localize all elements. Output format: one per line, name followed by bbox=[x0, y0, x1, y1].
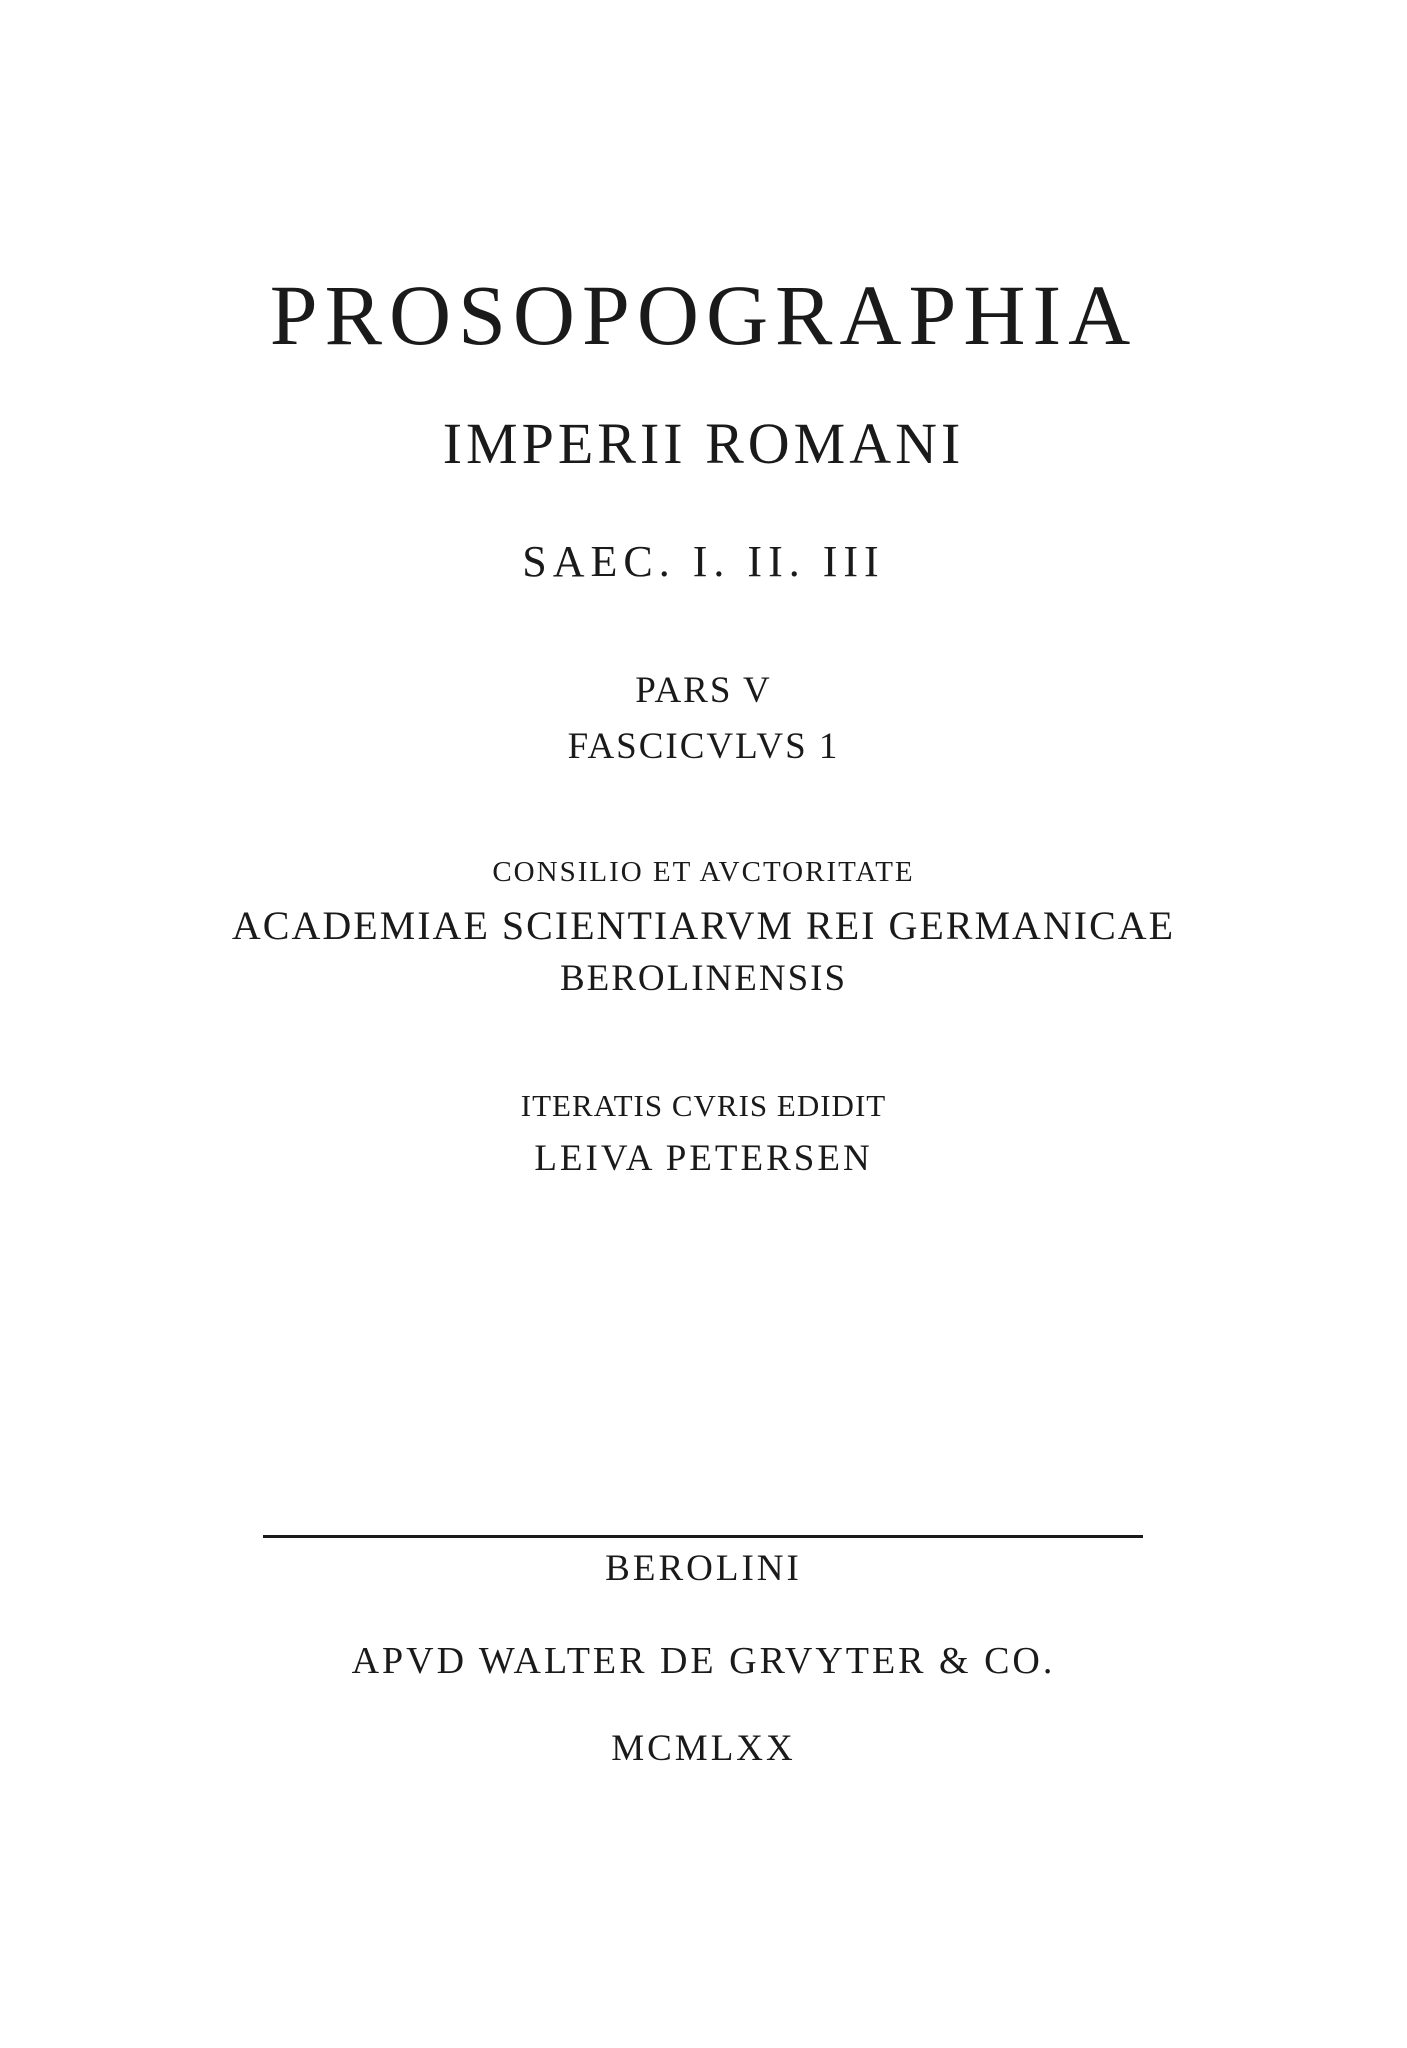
fascicle-number: FASCICVLVS 1 bbox=[567, 726, 840, 767]
century-range: SAEC. I. II. III bbox=[522, 537, 885, 586]
imprint-year: MCMLXX bbox=[611, 1728, 796, 1769]
part-number: PARS V bbox=[635, 670, 772, 711]
authority-line: CONSILIO ET AVCTORITATE bbox=[492, 856, 915, 888]
editor-name: LEIVA PETERSEN bbox=[534, 1138, 873, 1179]
imprint-publisher: APVD WALTER DE GRVYTER & CO. bbox=[351, 1640, 1056, 1682]
academy-city: BEROLINENSIS bbox=[559, 958, 848, 999]
editor-intro: ITERATIS CVRIS EDIDIT bbox=[520, 1088, 887, 1123]
imprint-place: BEROLINI bbox=[605, 1548, 802, 1589]
academy-name: ACADEMIAE SCIENTIARVM REI GERMANICAE bbox=[231, 903, 1176, 948]
book-title: PROSOPOGRAPHIA bbox=[269, 267, 1138, 363]
book-subtitle: IMPERII ROMANI bbox=[442, 411, 965, 476]
imprint-divider bbox=[263, 1535, 1143, 1538]
